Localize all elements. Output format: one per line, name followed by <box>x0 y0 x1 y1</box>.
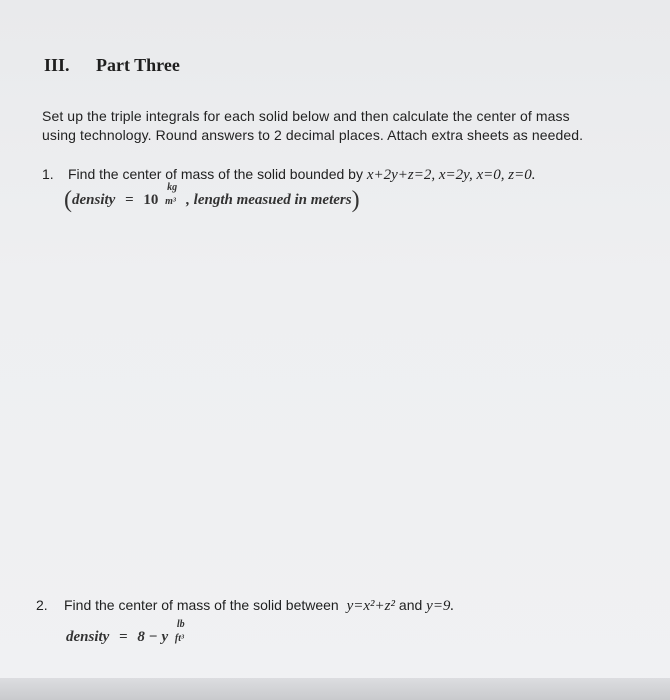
close-paren: ) <box>351 187 360 213</box>
question-2-prompt: Find the center of mass of the solid between <box>64 597 339 613</box>
instructions-line-1: Set up the triple integrals for each solid below and then calculate the center of mass <box>42 108 570 124</box>
density-value-2: 8 − y <box>137 629 169 645</box>
question-1-density <box>64 182 360 214</box>
section-number: III. <box>44 55 70 75</box>
question-2-text <box>64 597 454 615</box>
density-unit-fraction-1 <box>164 182 184 212</box>
density-label-2: density <box>66 629 110 645</box>
density-label-1: density <box>72 192 116 208</box>
instructions-line-2: using technology. Round answers to 2 decimal places. Attach extra sheets as needed. <box>42 127 584 143</box>
unit-denominator-1: m³ <box>165 196 176 207</box>
unit-numerator-2: lb <box>176 619 185 630</box>
question-2-and: and <box>398 597 423 613</box>
page-bottom-edge <box>0 678 670 700</box>
equals-sign-2: = <box>119 629 128 645</box>
question-2-number: 2. <box>36 597 48 613</box>
unit-denominator-2: ft³ <box>174 633 185 644</box>
equals-sign-1: = <box>125 192 134 208</box>
density-tail-1: , length measued in meters <box>186 192 352 208</box>
unit-numerator-1: kg <box>167 182 178 193</box>
question-1-number: 1. <box>42 166 54 182</box>
question-1-text <box>68 166 535 184</box>
density-value-1: 10 <box>143 192 159 208</box>
section-title: Part Three <box>96 55 180 75</box>
question-2-equation-b: y=9. <box>426 598 455 614</box>
open-paren: ( <box>64 187 72 213</box>
question-1-equations: x+2y+z=2, x=2y, x=0, z=0. <box>366 167 536 183</box>
question-2-density <box>66 619 196 649</box>
question-1-prompt: Find the center of mass of the solid bounded by <box>68 166 363 182</box>
question-2-equation-a: y=x²+z² <box>346 598 396 614</box>
density-unit-fraction-2 <box>174 619 194 649</box>
